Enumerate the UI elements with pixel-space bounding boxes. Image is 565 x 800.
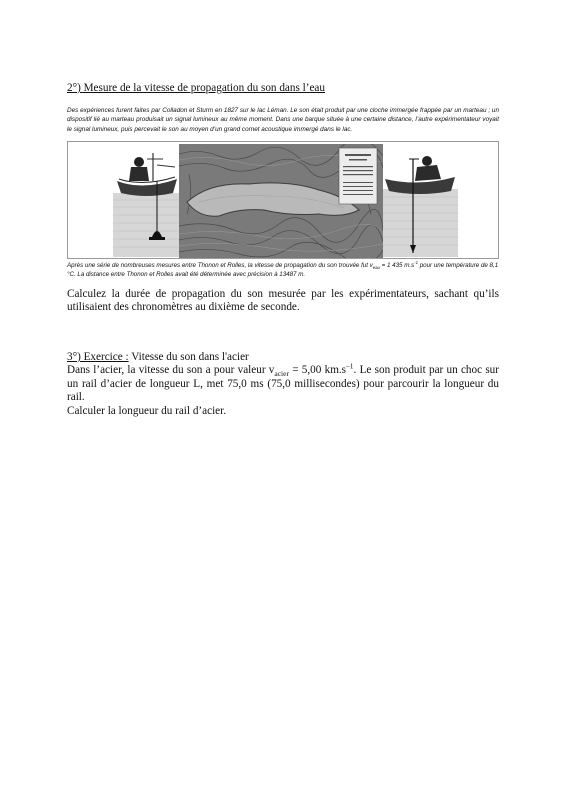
section-3-title xyxy=(67,351,499,364)
section-2-question: Calculez la durée de propagation du son mesurée par les expérimentateurs, sachant qu’ils utilisaient des chronomètres au dixième de seconde. xyxy=(67,288,499,314)
experiment-figure xyxy=(67,141,499,259)
boat-horn-engraving-icon xyxy=(383,145,458,257)
section-3-question: Calculer la longueur du rail d’acier. xyxy=(67,404,227,417)
statement-sup-unit: –1 xyxy=(346,361,354,371)
section-3-title-rest: Vitesse du son dans l'acier xyxy=(128,351,249,363)
statement-sub-acier: acier xyxy=(274,369,289,379)
caption-sup-unit: -1 xyxy=(414,259,419,265)
caption-text-2: = 1 435 m.s xyxy=(379,262,415,269)
caption-text-1: Après une série de nombreuses mesures entre Thonon et Rolles, la vitesse de propagation du son trouvée fut v xyxy=(67,262,373,269)
figure-caption xyxy=(67,261,499,279)
caption-text-3: pour une température de 8,1 °C. La distance entre Thonon et Rolles avait été déterminée avec précision à 13487 m. xyxy=(67,262,499,278)
statement-text-3: . Le son produit par un choc sur un rail d’acier de longueur L, met 75,0 ms (75,0 millisecondes) pour parcourir la longueur du rail. xyxy=(67,364,499,404)
section-3-title-label: 3°) Exercice : xyxy=(67,351,129,363)
lake-leman-map-icon xyxy=(179,144,383,258)
section-3 xyxy=(67,351,499,418)
section-2-intro: Des expériences furent faites par Colladon et Sturm en 1827 sur le lac Léman. Le son était produit par une cloche immergée frappée par un marteau ; un dispositif lié au marteau produisait un signal lumineux au même moment. Dans une barque située à une certaine distance, l’autre expérimentateur voyait le signal lumineux, puis percevait le son au moyen d’un grand cornet acoustique immergé dans le lac. xyxy=(67,107,499,133)
statement-text-1: Dans l’acier, la vitesse du son a pour valeur v xyxy=(67,364,275,377)
section-3-statement xyxy=(67,361,499,404)
caption-sub-eau: eau xyxy=(372,265,380,271)
statement-text-2: = 5,00 km.s xyxy=(288,364,347,377)
section-2-title: 2°) Mesure de la vitesse de propagation du son dans l’eau xyxy=(67,82,325,94)
